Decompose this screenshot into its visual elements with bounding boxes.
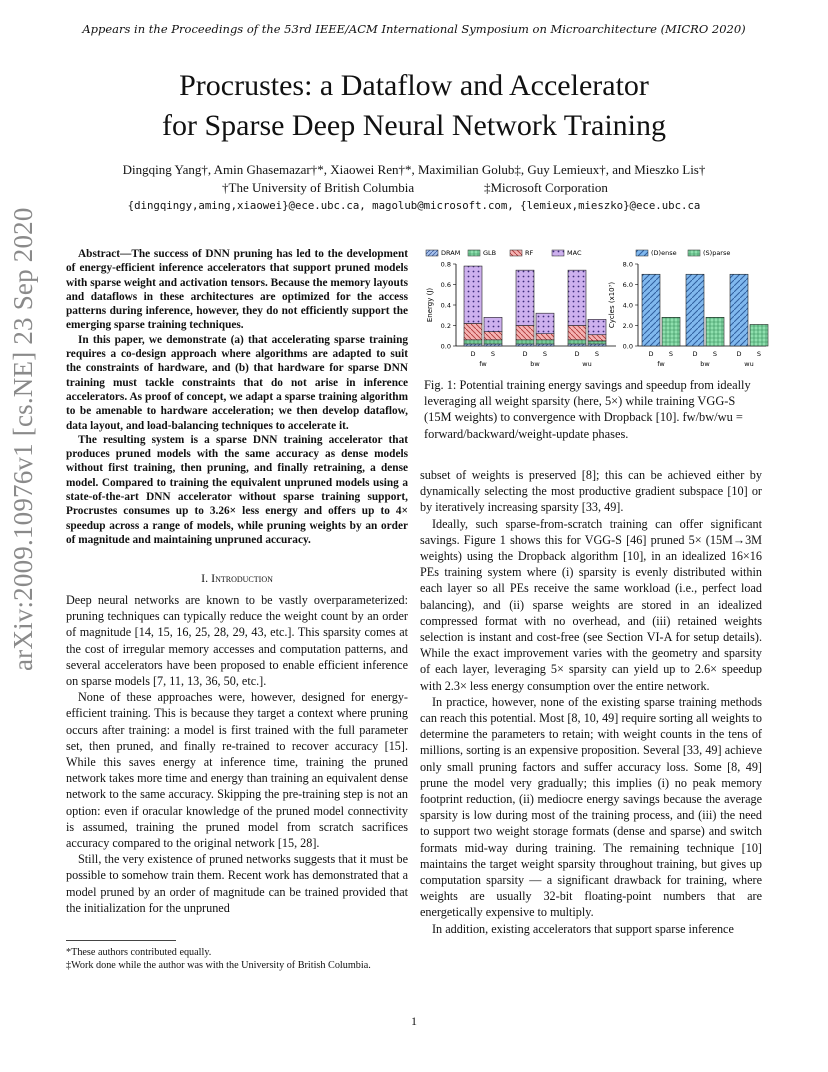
- bar-segment: [516, 344, 534, 346]
- bar-segment: [536, 340, 554, 344]
- y-tick-label: 0.6: [440, 281, 451, 289]
- running-header: Appears in the Proceedings of the 53rd IEEE/ACM International Symposium on Microarchitecture (MICRO 2020): [82, 22, 746, 36]
- legend-swatch: [688, 250, 700, 256]
- y-axis-label: Cycles (x10⁷): [608, 281, 616, 329]
- bar-label: D: [736, 350, 742, 358]
- legend-label: GLB: [483, 249, 497, 257]
- affiliation-microsoft: ‡Microsoft Corporation: [484, 180, 608, 195]
- section-heading-introduction: I. Introduction: [201, 571, 273, 585]
- abstract-paragraph-3: The resulting system is a sparse DNN training accelerator that produces pruned models with the same accuracy as dense models without first training, then pruning, and finally retraining, a dense model. Compared to training the equivalent unpruned models using a state-of-the-art DNN accelerator without sparse training support, Procrustes consumes up to 3.26× less energy and offers up to 4× speedup across a range of models, while pruning weights by an order of magnitude and maintaining unpruned accuracy.: [66, 433, 408, 546]
- right-paragraph-2: Ideally, such sparse-from-scratch training can offer significant savings. Figure 1 shows this for VGG-S [46] pruned 5× (15M→3M weights) using the Dropback algorithm [10], in an idealized 16×16 PEs training system where (i) sparsity is evenly distributed within each layer so all PEs receive the same workload (i.e., perfect load balancing), and (ii) sparse weights are stored in an idealized compressed format with no overhead, and (iii) retained weights selection is instant and cost-free (see Section VI-A for setup details). While the exact improvement varies with the geometry and sparsity of each layer, leveraging 5× sparsity can yield up to 2.6× speedup with 2.3× less energy consumption over the entire network.: [420, 516, 762, 693]
- bar-label: D: [470, 350, 476, 358]
- bar-label: S: [542, 350, 548, 358]
- abstract-paragraph-1: Abstract—The success of DNN pruning has led to the development of energy-efficient inference accelerators that support pruned models with sparse weight and activation tensors. Because the memory layouts and dataflows in these architectures are optimized for the access patterns during inference, however, they do not efficiently support the emerging sparse training techniques.: [66, 248, 408, 332]
- figure-1-caption: Fig. 1: Potential training energy savings and speedup from ideally leveraging all weight sparsity (here, 5×) while training VGG-S (15M weights) to convergence with Dropback [10]. fw/bw/wu = forward/backward/weight-update phases.: [424, 378, 751, 441]
- figure-1: [416, 244, 770, 376]
- introduction-body: [66, 592, 408, 916]
- footnote-equal-contribution: *These authors contributed equally.: [66, 947, 212, 958]
- bar-segment: [464, 323, 482, 339]
- right-paragraph-1: subset of weights is preserved [8]; this can be achieved either by dynamically selecting the most productive gradient subspace [10] or by iteratively increasing sparsity [33, 49].: [420, 468, 762, 515]
- bar-segment: [484, 317, 502, 331]
- group-label: bw: [700, 360, 710, 368]
- bar-segment: [536, 334, 554, 340]
- group-label: bw: [530, 360, 540, 368]
- bar-segment: [588, 341, 606, 344]
- legend-swatch: [468, 250, 480, 256]
- bar-segment: [516, 270, 534, 325]
- bar-segment: [568, 344, 586, 346]
- bar-segment: [706, 317, 724, 346]
- legend-swatch: [636, 250, 648, 256]
- bar-segment: [730, 274, 748, 346]
- bar-segment: [588, 319, 606, 334]
- group-label: fw: [479, 360, 487, 368]
- y-tick-label: 0.0: [440, 342, 451, 351]
- footnotes: [66, 946, 408, 972]
- bar-segment: [484, 344, 502, 346]
- bar-segment: [568, 270, 586, 325]
- right-column-body: [420, 467, 762, 937]
- legend-label: DRAM: [441, 249, 461, 257]
- bar-label: S: [594, 350, 600, 358]
- bar-segment: [484, 340, 502, 344]
- author-emails: {dingqingy,aming,xiaowei}@ece.ubc.ca, magolub@microsoft.com, {lemieux,mieszko}@ece.ubc.ca: [127, 199, 701, 212]
- group-label: wu: [744, 360, 754, 368]
- legend-label: RF: [525, 249, 534, 257]
- cycles-legend: [636, 249, 730, 257]
- y-tick-label: 0.2: [440, 322, 451, 330]
- bar-label: D: [574, 350, 580, 358]
- y-tick-label: 2.0: [622, 322, 633, 330]
- bar-segment: [686, 274, 704, 346]
- legend-swatch: [426, 250, 438, 256]
- y-tick-label: 0.4: [440, 301, 451, 310]
- cycles-chart: [608, 261, 768, 369]
- bar-label: S: [490, 350, 496, 358]
- bar-label: D: [522, 350, 528, 358]
- affiliation-ubc: †The University of British Columbia: [222, 180, 415, 195]
- energy-legend: [426, 249, 582, 257]
- bar-segment: [568, 326, 586, 340]
- abstract-paragraph-2: In this paper, we demonstrate (a) that accelerating sparse training requires a co-design approach where algorithms are adapted to suit the constraints of hardware, and (b) that hardware for sparse DNN training must tackle constraints that do not arise in inference accelerators. As proof of concept, we adapt a sparse training algorithm to be amenable to hardware acceleration; we then develop dataflow, data layout, and load-balancing techniques to accelerate it.: [66, 333, 408, 432]
- intro-paragraph-2: None of these approaches were, however, designed for energy-efficient training. This is because they target a context where pruning occurs after training: a model is first trained with the full parameter set, then pruned, and finally re-trained to recover accuracy [15]. While this saves energy at inference time, training the pruned network takes more time and energy than training an equivalent dense network to the same accuracy. Skipping the pre-training step is not an option: even if oracular knowledge of the pruned model connectivity is assumed, training the pruned model from scratch sacrifices accuracy compared to the original network [15, 28].: [66, 690, 408, 851]
- bar-segment: [642, 274, 660, 346]
- bar-segment: [484, 332, 502, 340]
- group-label: wu: [582, 360, 592, 368]
- bar-label: S: [668, 350, 674, 358]
- abstract: [66, 247, 408, 547]
- y-tick-label: 4.0: [622, 301, 633, 310]
- y-tick-label: 6.0: [622, 281, 633, 289]
- bar-segment: [588, 335, 606, 341]
- title-line-2: for Sparse Deep Neural Network Training: [161, 109, 667, 142]
- y-tick-label: 0.8: [440, 260, 451, 269]
- group-label: fw: [657, 360, 665, 368]
- author-list: Dingqing Yang†, Amin Ghasemazar†*, Xiaowei Ren†*, Maximilian Golub‡, Guy Lemieux†, and Mieszko Lis†: [122, 162, 706, 177]
- footnote-work-done: ‡Work done while the author was with the University of British Columbia.: [66, 960, 371, 971]
- page-number: 1: [411, 1014, 417, 1028]
- y-tick-label: 0.0: [622, 342, 633, 351]
- intro-paragraph-3: Still, the very existence of pruned networks suggests that it must be possible to somehow train them. Recent work has demonstrated that a model pruned by an order of magnitude can be trained provided that the initialization for the unpruned: [66, 852, 408, 915]
- bar-segment: [464, 266, 482, 323]
- y-tick-label: 8.0: [622, 260, 633, 269]
- bar-segment: [516, 326, 534, 340]
- bar-segment: [536, 313, 554, 334]
- bar-segment: [516, 340, 534, 344]
- legend-label: MAC: [567, 249, 582, 257]
- bar-segment: [588, 344, 606, 346]
- bar-label: S: [712, 350, 718, 358]
- bar-segment: [750, 324, 768, 346]
- title-line-1: Procrustes: a Dataflow and Accelerator: [179, 69, 649, 102]
- bar-segment: [568, 340, 586, 344]
- y-axis-label: Energy (J): [426, 287, 434, 323]
- legend-swatch: [510, 250, 522, 256]
- legend-swatch: [552, 250, 564, 256]
- energy-chart: [426, 261, 616, 369]
- bar-segment: [464, 344, 482, 346]
- intro-paragraph-1: Deep neural networks are known to be vastly overparameterized: pruning techniques can typically reduce the weight count by an order of magnitude [14, 15, 16, 25, 28, 29, 43, etc.]. This sparsity comes at the cost of irregular memory accesses and computation patterns, and several accelerators have been proposed to enable efficient inference on sparse models [7, 11, 13, 36, 50, etc.].: [66, 593, 408, 689]
- bar-label: S: [756, 350, 762, 358]
- bar-segment: [536, 344, 554, 346]
- bar-label: D: [692, 350, 698, 358]
- footnote-rule: [66, 940, 176, 941]
- legend-label: (S)parse: [703, 249, 731, 257]
- legend-label: (D)ense: [651, 249, 677, 257]
- bar-label: D: [648, 350, 654, 358]
- paper-title: [0, 66, 828, 146]
- bar-segment: [662, 317, 680, 346]
- bar-segment: [464, 340, 482, 344]
- arxiv-identifier: arXiv:2009.10976v1 [cs.NE] 23 Sep 2020: [8, 207, 38, 671]
- right-paragraph-4: In addition, existing accelerators that support sparse inference: [432, 921, 734, 936]
- right-paragraph-3: In practice, however, none of the existing sparse training methods can reach this potential. Most [8, 10, 49] require sorting all weights to determine the parameters to retain; with weight counts in the tens of millions, sorting is an expensive proposition. Several [33, 49] achieve only small pruning factors and suffer accuracy loss. Some [8, 49] prune the model very gradually; this implies (i) no peak memory footprint reduction, (ii) mediocre energy savings because the average sparsity is low during most of the training process, and (iii) the need to support two weight storage formats (dense and sparse) and switch formats mid-way during training. The remaining technique [10] maintains the target weight sparsity throughout training, but gives up computation sparsity — a significant drawback for training, where weights are usually 32-bit floating-point numbers that are energetically expensive to multiply.: [420, 694, 762, 920]
